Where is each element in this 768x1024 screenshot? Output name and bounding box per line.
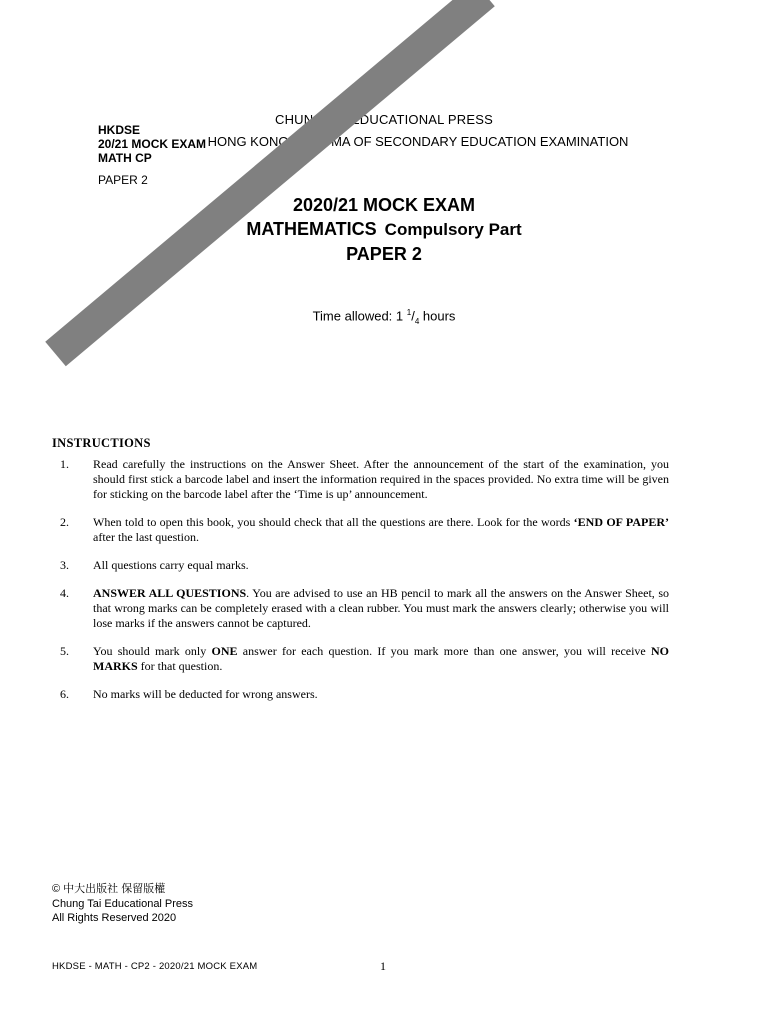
paper-title: PAPER 2 [346, 244, 422, 264]
instruction-item [52, 586, 669, 631]
copyright-line-chinese: © 中大出版社 保留版權 [52, 883, 166, 895]
instruction-text-part: answer for each question. If you mark more than one answer, you will receive [237, 644, 652, 658]
time-fraction-den: 4 [414, 316, 420, 326]
instruction-text [93, 644, 669, 674]
instruction-text-part: . You are advised to use an HB pencil to mark all the answers on the Answer Sheet, so that wrong marks can be completely erased with a clean rubber. You must mark the answers clearly; otherwise you will lose marks if the answers cannot be captured. [93, 586, 669, 630]
instruction-item [52, 457, 669, 502]
instruction-bold: ANSWER ALL QUESTIONS [93, 586, 247, 600]
page-number: 1 [380, 959, 386, 973]
instruction-number: 3. [60, 558, 69, 572]
subject-main: MATHEMATICS [246, 219, 377, 239]
instruction-text-part: after the last question. [93, 530, 199, 544]
instruction-number: 2. [60, 515, 69, 529]
instruction-bold: NO MARKS [93, 644, 670, 673]
instruction-text [93, 586, 669, 631]
copyright-line-rights: All Rights Reserved 2020 [52, 912, 177, 924]
paper-label-small: PAPER 2 [98, 173, 148, 187]
instruction-text-part: When told to open this book, you should check that all the questions are there. Look for the words [93, 515, 574, 529]
instruction-text: All questions carry equal marks. [93, 558, 249, 572]
instruction-number: 5. [60, 644, 69, 658]
subject-title [0, 219, 768, 240]
publisher-name: CHUNG TAI EDUCATIONAL PRESS [274, 112, 493, 127]
copyright-line-publisher: Chung Tai Educational Press [52, 897, 194, 910]
instruction-number: 6. [60, 687, 69, 701]
instruction-item [52, 687, 669, 702]
banner-text: MC [190, 147, 223, 180]
instruction-item [52, 644, 669, 674]
footer-exam-code: HKDSE - MATH - CP2 - 2020/21 MOCK EXAM [52, 961, 258, 972]
code-line-hkdse: HKDSE [98, 123, 141, 137]
instructions-list [52, 457, 669, 715]
instruction-item [52, 558, 669, 573]
time-fraction-num: 1 [406, 308, 412, 317]
copyright-block [52, 882, 193, 926]
exam-body-text: HONG KONG DIPLOMA OF SECONDARY EDUCATION EXAMINATION [207, 134, 629, 149]
code-line-mock: 20/21 MOCK EXAM [98, 137, 207, 151]
instruction-item [52, 515, 669, 545]
instruction-text: Read carefully the instructions on the Answer Sheet. After the announcement of the start of the examination, you should first stick a barcode label and insert the information required in the spaces provided. No extra time will be given for sticking on the barcode label after the ‘Time is up’ announcement. [93, 457, 669, 501]
instruction-number: 1. [60, 457, 69, 471]
time-allowed: Time allowed: 1 $^1/_4$ hours [312, 308, 456, 326]
subject-part: Compulsory Part [384, 220, 522, 239]
instructions-heading: INSTRUCTIONS [52, 436, 151, 450]
time-unit: hours [419, 308, 456, 324]
instruction-number: 4. [60, 586, 69, 600]
instruction-text [93, 515, 669, 545]
instruction-text-part: You should mark only [93, 644, 212, 658]
time-label: Time allowed: 1 [312, 308, 407, 324]
instruction-bold: ONE [211, 644, 238, 658]
code-line-math: MATH CP [98, 151, 152, 165]
instruction-text-part: for that question. [137, 659, 223, 673]
exam-title: 2020/21 MOCK EXAM [292, 195, 476, 215]
instruction-bold: ‘END OF PAPER’ [573, 515, 670, 529]
exam-code-block [98, 123, 206, 165]
instruction-text: No marks will be deducted for wrong answers. [93, 687, 318, 701]
